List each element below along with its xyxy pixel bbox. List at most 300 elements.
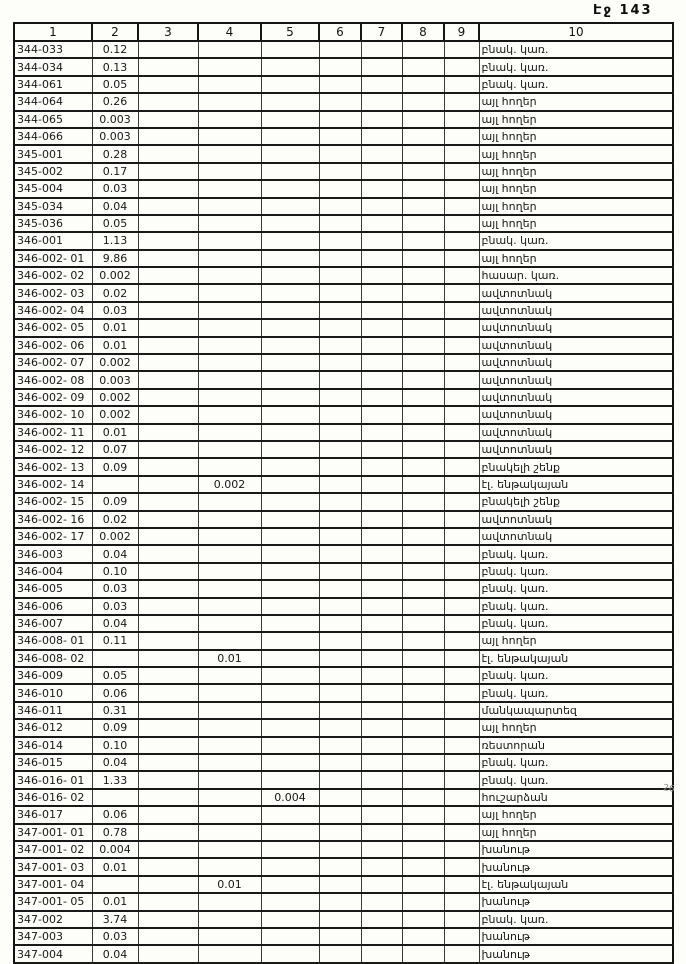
empty-cell-c8: [402, 563, 444, 580]
empty-cell-c9: [444, 58, 479, 75]
empty-cell-c3: [138, 789, 198, 806]
empty-cell-c6: [319, 528, 361, 545]
empty-cell-c3: [138, 928, 198, 945]
parcel-code-cell: 346-002- 08: [14, 371, 92, 388]
empty-cell-c5: [261, 337, 319, 354]
empty-cell-c6: [319, 511, 361, 528]
parcel-code-cell: 344-066: [14, 128, 92, 145]
empty-cell-c5: [261, 424, 319, 441]
empty-cell-c5: [261, 771, 319, 788]
empty-cell-c5: [261, 284, 319, 301]
area-value-cell: 0.09: [92, 719, 138, 736]
empty-cell-c5: [261, 684, 319, 701]
land-use-label-cell: բնակ. կառ.: [479, 615, 673, 632]
table-row: [14, 458, 673, 475]
empty-cell-c6: [319, 458, 361, 475]
land-use-label-cell: ավտոտնակ: [479, 284, 673, 301]
empty-cell-c8: [402, 650, 444, 667]
column-header-5: 5: [261, 23, 319, 41]
parcel-code-cell: 346-002- 10: [14, 406, 92, 423]
empty-cell-c4: [198, 754, 261, 771]
empty-cell-c5: [261, 528, 319, 545]
land-use-label-cell: բնակ. կառ.: [479, 911, 673, 928]
empty-cell-c9: [444, 371, 479, 388]
table-row: [14, 737, 673, 754]
empty-cell-c9: [444, 824, 479, 841]
empty-cell-c7: [361, 684, 402, 701]
area-value-cell: 0.12: [92, 41, 138, 58]
empty-cell-c4: [198, 702, 261, 719]
empty-cell-c4: [198, 128, 261, 145]
empty-cell-c7: [361, 371, 402, 388]
empty-cell-c9: [444, 737, 479, 754]
empty-cell-c3: [138, 528, 198, 545]
column-header-10: 10: [479, 23, 673, 41]
empty-cell-c6: [319, 771, 361, 788]
empty-cell-c5: [261, 389, 319, 406]
parcel-code-cell: 346-002- 09: [14, 389, 92, 406]
land-use-label-cell: էլ. ենթակայան: [479, 650, 673, 667]
empty-cell-c6: [319, 93, 361, 110]
empty-cell-c9: [444, 667, 479, 684]
empty-cell-c7: [361, 41, 402, 58]
table-row: [14, 145, 673, 162]
empty-cell-c5: [261, 824, 319, 841]
empty-cell-c4: [198, 545, 261, 562]
empty-cell-c8: [402, 250, 444, 267]
table-row: [14, 284, 673, 301]
empty-cell-c8: [402, 284, 444, 301]
empty-cell-c8: [402, 458, 444, 475]
empty-cell-c9: [444, 111, 479, 128]
empty-cell-c7: [361, 806, 402, 823]
empty-cell-c8: [402, 684, 444, 701]
land-use-label-cell: հասար. կառ.: [479, 267, 673, 284]
parcel-code-cell: 346-003: [14, 545, 92, 562]
empty-cell-c8: [402, 945, 444, 962]
empty-cell-c3: [138, 163, 198, 180]
parcel-code-cell: 346-002- 12: [14, 441, 92, 458]
empty-cell-c9: [444, 806, 479, 823]
parcel-code-cell: 347-001- 01: [14, 824, 92, 841]
empty-cell-c6: [319, 406, 361, 423]
empty-cell-c3: [138, 545, 198, 562]
empty-cell-c8: [402, 598, 444, 615]
empty-cell-c6: [319, 250, 361, 267]
empty-cell-c8: [402, 737, 444, 754]
empty-cell-c5: [261, 911, 319, 928]
empty-cell-c7: [361, 111, 402, 128]
empty-cell-c7: [361, 319, 402, 336]
land-use-label-cell: բնակ. կառ.: [479, 545, 673, 562]
empty-cell-c6: [319, 911, 361, 928]
area-value-cell: 0.04: [92, 545, 138, 562]
area-value-cell: 0.28: [92, 145, 138, 162]
empty-cell-c9: [444, 632, 479, 649]
empty-cell-c8: [402, 354, 444, 371]
empty-cell-c9: [444, 911, 479, 928]
empty-cell-c7: [361, 563, 402, 580]
column-header-1: 1: [14, 23, 92, 41]
empty-cell-c6: [319, 754, 361, 771]
empty-cell-c6: [319, 441, 361, 458]
empty-cell-c8: [402, 128, 444, 145]
table-row: [14, 563, 673, 580]
empty-cell-c7: [361, 163, 402, 180]
empty-cell-c6: [319, 284, 361, 301]
empty-cell-c8: [402, 702, 444, 719]
area-value-cell: 0.002: [92, 406, 138, 423]
empty-cell-c9: [444, 476, 479, 493]
parcel-code-cell: 346-016- 02: [14, 789, 92, 806]
parcel-code-cell: 346-017: [14, 806, 92, 823]
table-row: [14, 302, 673, 319]
empty-cell-c9: [444, 163, 479, 180]
land-use-label-cell: բնակ. կառ.: [479, 580, 673, 597]
table-row: [14, 163, 673, 180]
empty-cell-c4: [198, 284, 261, 301]
parcel-code-cell: 344-065: [14, 111, 92, 128]
empty-cell-c9: [444, 215, 479, 232]
empty-cell-c5: [261, 180, 319, 197]
area-value-cell: [92, 789, 138, 806]
table-row: [14, 615, 673, 632]
area-value-cell: 0.17: [92, 163, 138, 180]
empty-cell-c3: [138, 615, 198, 632]
empty-cell-c4: [198, 858, 261, 875]
empty-cell-c4: [198, 841, 261, 858]
area-value-cell: 0.004: [92, 841, 138, 858]
empty-cell-c6: [319, 841, 361, 858]
empty-cell-c3: [138, 719, 198, 736]
land-use-label-cell: ավտոտնակ: [479, 441, 673, 458]
empty-cell-c8: [402, 232, 444, 249]
empty-cell-c4: [198, 163, 261, 180]
table-row: [14, 41, 673, 58]
empty-cell-c7: [361, 824, 402, 841]
empty-cell-c6: [319, 650, 361, 667]
empty-cell-c8: [402, 319, 444, 336]
empty-cell-c8: [402, 267, 444, 284]
empty-cell-c8: [402, 632, 444, 649]
empty-cell-c5: [261, 632, 319, 649]
empty-cell-c6: [319, 545, 361, 562]
table-row: [14, 841, 673, 858]
empty-cell-c6: [319, 824, 361, 841]
empty-cell-c8: [402, 163, 444, 180]
empty-cell-c8: [402, 76, 444, 93]
parcel-code-cell: 346-012: [14, 719, 92, 736]
table-row: [14, 928, 673, 945]
empty-cell-c4: [198, 215, 261, 232]
empty-cell-c3: [138, 389, 198, 406]
land-use-label-cell: բնակելի շենք: [479, 458, 673, 475]
empty-cell-c4: [198, 719, 261, 736]
empty-cell-c4: [198, 945, 261, 962]
empty-cell-c6: [319, 615, 361, 632]
empty-cell-c9: [444, 302, 479, 319]
area-value-cell: 1.33: [92, 771, 138, 788]
empty-cell-c8: [402, 389, 444, 406]
parcel-code-cell: 346-002- 14: [14, 476, 92, 493]
table-row: [14, 598, 673, 615]
empty-cell-c6: [319, 893, 361, 910]
empty-cell-c9: [444, 945, 479, 962]
empty-cell-c6: [319, 371, 361, 388]
empty-cell-c7: [361, 719, 402, 736]
empty-cell-c6: [319, 719, 361, 736]
empty-cell-c7: [361, 145, 402, 162]
land-use-label-cell: բնակ. կառ.: [479, 76, 673, 93]
column-header-7: 7: [361, 23, 402, 41]
table-row: [14, 754, 673, 771]
empty-cell-c7: [361, 458, 402, 475]
empty-cell-c6: [319, 128, 361, 145]
empty-cell-c7: [361, 406, 402, 423]
empty-cell-c5: [261, 58, 319, 75]
empty-cell-c7: [361, 893, 402, 910]
empty-cell-c8: [402, 180, 444, 197]
empty-cell-c6: [319, 580, 361, 597]
land-use-label-cell: ավտոտնակ: [479, 406, 673, 423]
area-value-cell: 0.02: [92, 284, 138, 301]
empty-cell-c9: [444, 267, 479, 284]
land-use-label-cell: խանութ: [479, 858, 673, 875]
parcel-code-cell: 346-002- 06: [14, 337, 92, 354]
area-value-cell: 0.78: [92, 824, 138, 841]
land-use-label-cell: ավտոտնակ: [479, 528, 673, 545]
table-row: [14, 824, 673, 841]
empty-cell-c7: [361, 232, 402, 249]
empty-cell-c7: [361, 302, 402, 319]
table-row: [14, 806, 673, 823]
empty-cell-c7: [361, 511, 402, 528]
land-use-label-cell: բնակ. կառ.: [479, 754, 673, 771]
empty-cell-c4: [198, 598, 261, 615]
land-use-label-cell: բնակելի շենք: [479, 493, 673, 510]
empty-cell-c5: [261, 928, 319, 945]
empty-cell-c7: [361, 545, 402, 562]
empty-cell-c5: [261, 250, 319, 267]
empty-cell-c3: [138, 319, 198, 336]
empty-cell-c7: [361, 493, 402, 510]
empty-cell-c5: [261, 76, 319, 93]
empty-cell-c8: [402, 476, 444, 493]
empty-cell-c9: [444, 841, 479, 858]
empty-cell-c4: [198, 93, 261, 110]
empty-cell-c7: [361, 754, 402, 771]
empty-cell-c9: [444, 893, 479, 910]
empty-cell-c4: [198, 511, 261, 528]
empty-cell-c3: [138, 754, 198, 771]
empty-cell-c4: 0.002: [198, 476, 261, 493]
empty-cell-c3: [138, 945, 198, 962]
table-row: [14, 76, 673, 93]
empty-cell-c6: [319, 111, 361, 128]
empty-cell-c8: [402, 893, 444, 910]
parcel-code-cell: 346-004: [14, 563, 92, 580]
empty-cell-c4: [198, 824, 261, 841]
empty-cell-c8: [402, 858, 444, 875]
table-row: [14, 406, 673, 423]
empty-cell-c7: [361, 528, 402, 545]
empty-cell-c9: [444, 424, 479, 441]
table-row: [14, 111, 673, 128]
empty-cell-c5: [261, 319, 319, 336]
land-use-label-cell: բնակ. կառ.: [479, 41, 673, 58]
parcel-code-cell: 346-002- 05: [14, 319, 92, 336]
parcel-code-cell: 344-034: [14, 58, 92, 75]
parcel-code-cell: 346-011: [14, 702, 92, 719]
area-value-cell: 0.002: [92, 267, 138, 284]
empty-cell-c7: [361, 441, 402, 458]
empty-cell-c9: [444, 684, 479, 701]
land-use-label-cell: բնակ. կառ.: [479, 58, 673, 75]
empty-cell-c6: [319, 598, 361, 615]
land-use-label-cell: այլ հողեր: [479, 145, 673, 162]
empty-cell-c4: [198, 267, 261, 284]
empty-cell-c6: [319, 302, 361, 319]
empty-cell-c3: [138, 684, 198, 701]
empty-cell-c3: [138, 76, 198, 93]
parcel-code-cell: 346-002- 15: [14, 493, 92, 510]
area-value-cell: 0.05: [92, 667, 138, 684]
empty-cell-c9: [444, 528, 479, 545]
empty-cell-c5: [261, 545, 319, 562]
empty-cell-c3: [138, 58, 198, 75]
area-value-cell: 0.01: [92, 337, 138, 354]
empty-cell-c9: [444, 702, 479, 719]
table-row: [14, 493, 673, 510]
empty-cell-c4: [198, 250, 261, 267]
area-value-cell: 0.04: [92, 198, 138, 215]
empty-cell-c3: [138, 493, 198, 510]
table-row: [14, 528, 673, 545]
area-value-cell: 0.11: [92, 632, 138, 649]
parcel-code-cell: 346-005: [14, 580, 92, 597]
parcel-code-cell: 346-001: [14, 232, 92, 249]
empty-cell-c4: [198, 424, 261, 441]
parcel-code-cell: 345-001: [14, 145, 92, 162]
empty-cell-c4: [198, 893, 261, 910]
empty-cell-c4: [198, 371, 261, 388]
empty-cell-c4: [198, 302, 261, 319]
empty-cell-c9: [444, 76, 479, 93]
empty-cell-c5: [261, 441, 319, 458]
area-value-cell: [92, 650, 138, 667]
empty-cell-c3: [138, 145, 198, 162]
empty-cell-c8: [402, 58, 444, 75]
empty-cell-c8: [402, 111, 444, 128]
empty-cell-c9: [444, 41, 479, 58]
empty-cell-c4: [198, 684, 261, 701]
empty-cell-c7: [361, 632, 402, 649]
land-use-label-cell: խանութ: [479, 893, 673, 910]
empty-cell-c9: [444, 876, 479, 893]
empty-cell-c6: [319, 563, 361, 580]
empty-cell-c4: [198, 198, 261, 215]
empty-cell-c3: [138, 876, 198, 893]
area-value-cell: 0.10: [92, 563, 138, 580]
empty-cell-c6: [319, 876, 361, 893]
land-use-label-cell: խանութ: [479, 945, 673, 962]
empty-cell-c5: [261, 615, 319, 632]
empty-cell-c3: [138, 93, 198, 110]
land-use-label-cell: բնակ. կառ.: [479, 684, 673, 701]
column-header-4: 4: [198, 23, 261, 41]
empty-cell-c6: [319, 928, 361, 945]
empty-cell-c5: [261, 198, 319, 215]
table-row: [14, 250, 673, 267]
parcel-code-cell: 344-064: [14, 93, 92, 110]
empty-cell-c4: [198, 41, 261, 58]
table-row: [14, 580, 673, 597]
empty-cell-c3: [138, 128, 198, 145]
empty-cell-c9: [444, 719, 479, 736]
empty-cell-c5: [261, 511, 319, 528]
land-use-label-cell: այլ հողեր: [479, 128, 673, 145]
land-use-label-cell: այլ հողեր: [479, 180, 673, 197]
area-value-cell: 0.003: [92, 128, 138, 145]
empty-cell-c4: [198, 632, 261, 649]
empty-cell-c4: [198, 771, 261, 788]
empty-cell-c5: [261, 371, 319, 388]
empty-cell-c5: [261, 580, 319, 597]
area-value-cell: 0.26: [92, 93, 138, 110]
empty-cell-c7: [361, 476, 402, 493]
empty-cell-c8: [402, 754, 444, 771]
parcel-code-cell: 346-014: [14, 737, 92, 754]
empty-cell-c8: [402, 93, 444, 110]
empty-cell-c6: [319, 424, 361, 441]
empty-cell-c6: [319, 180, 361, 197]
area-value-cell: 0.02: [92, 511, 138, 528]
empty-cell-c7: [361, 945, 402, 962]
empty-cell-c4: [198, 563, 261, 580]
empty-cell-c6: [319, 632, 361, 649]
parcel-code-cell: 346-006: [14, 598, 92, 615]
empty-cell-c5: [261, 354, 319, 371]
table-row: [14, 337, 673, 354]
land-use-label-cell: այլ հողեր: [479, 163, 673, 180]
land-use-label-cell: բնակ. կառ.: [479, 667, 673, 684]
parcel-code-cell: 347-001- 02: [14, 841, 92, 858]
land-use-label-cell: այլ հողեր: [479, 93, 673, 110]
empty-cell-c3: [138, 580, 198, 597]
empty-cell-c5: [261, 876, 319, 893]
empty-cell-c3: [138, 824, 198, 841]
empty-cell-c5: [261, 598, 319, 615]
empty-cell-c3: [138, 406, 198, 423]
table-row: [14, 511, 673, 528]
empty-cell-c4: [198, 615, 261, 632]
empty-cell-c3: [138, 215, 198, 232]
empty-cell-c7: [361, 215, 402, 232]
column-header-2: 2: [92, 23, 138, 41]
parcel-code-cell: 347-004: [14, 945, 92, 962]
empty-cell-c6: [319, 789, 361, 806]
empty-cell-c7: [361, 911, 402, 928]
land-use-label-cell: այլ հողեր: [479, 719, 673, 736]
land-use-label-cell: խանութ: [479, 841, 673, 858]
table-row: [14, 371, 673, 388]
empty-cell-c4: [198, 528, 261, 545]
empty-cell-c9: [444, 754, 479, 771]
empty-cell-c3: [138, 771, 198, 788]
area-value-cell: 0.01: [92, 424, 138, 441]
table-row: [14, 267, 673, 284]
empty-cell-c3: [138, 841, 198, 858]
